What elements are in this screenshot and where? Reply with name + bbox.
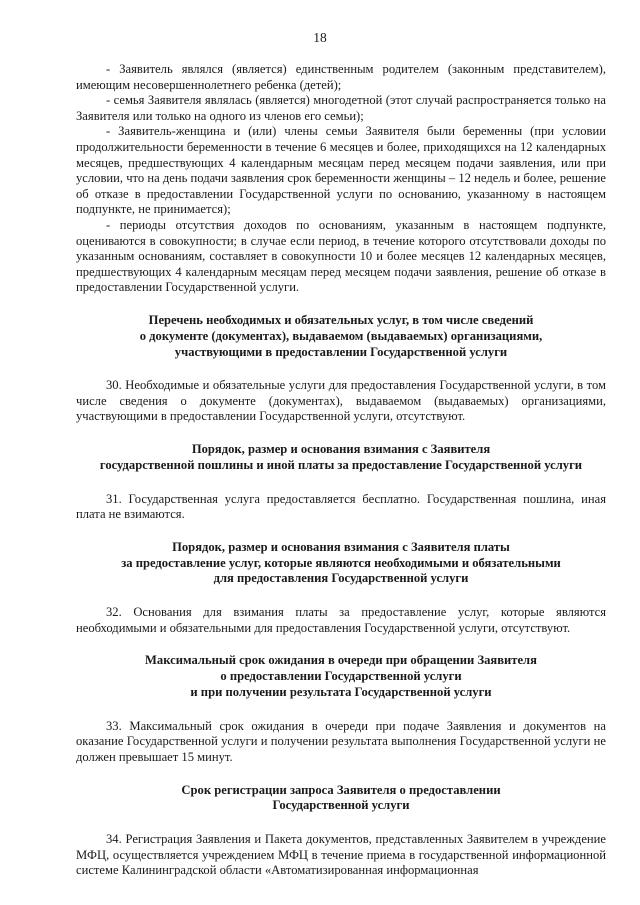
section-heading <box>76 653 606 700</box>
section-heading <box>76 313 606 360</box>
heading-line: за предоставление услуг, которые являются необходимыми и обязательными <box>121 555 561 570</box>
heading-line: о документе (документах), выдаваемом (выдаваемых) организациями, <box>139 328 543 343</box>
list-item: - Заявитель-женщина и (или) члены семьи Заявителя были беременны (при условии продолжительности беременности в течение 6 месяцев и более, приходящихся на 12 календарных месяцев, предшествующих 4 календарным месяцам перед месяцем подачи заявления, или при условии, что на день подачи заявления срок беременности женщины – 12 недель и более, решение об отказе в предоставлении Государственной услуги по основанию, указанному в настоящем подпункте, не принимается); <box>76 124 606 217</box>
section-paragraph: 31. Государственная услуга предоставляется бесплатно. Государственная пошлина, иная плата не взимаются. <box>76 491 606 522</box>
page-number: 18 <box>313 30 327 45</box>
heading-line: о предоставлении Государственной услуги <box>220 669 462 684</box>
section-paragraph: 30. Необходимые и обязательные услуги для предоставления Государственной услуги, в том числе сведения о документе (документах), выдаваемом (выдаваемых) организациями, участвующими в предоставлении Государственной услуги, отсутствуют. <box>76 378 606 424</box>
heading-line: Перечень необходимых и обязательных услуг, в том числе сведений <box>148 312 534 327</box>
heading-line: для предоставления Государственной услуги <box>213 571 469 586</box>
list-item: - Заявитель являлся (является) единственным родителем (законным представителем), имеющим несовершеннолетнего ребенка (детей); <box>76 62 606 92</box>
section-paragraph: 33. Максимальный срок ожидания в очереди при подаче Заявления и документов на оказание Государственной услуги и получении результата выполнения Государственной услуги не должен превышает 15 минут. <box>76 718 606 765</box>
section-paragraph: 32. Основания для взимания платы за предоставление услуг, которые являются необходимыми и обязательными для предоставления Государственной услуги, отсутствуют. <box>76 605 606 635</box>
heading-line: и при получении результата Государственной услуги <box>190 685 492 700</box>
section-heading <box>76 442 606 474</box>
list-item: - семья Заявителя являлась (является) многодетной (этот случай распространяется только на Заявителя или только на одного из членов его семьи); <box>76 93 606 123</box>
heading-line: Срок регистрации запроса Заявителя о предоставлении <box>181 782 501 797</box>
heading-line: Максимальный срок ожидания в очереди при обращении Заявителя <box>145 653 537 668</box>
heading-line: участвующими в предоставлении Государственной услуги <box>174 344 508 359</box>
heading-line: Порядок, размер и основания взимания с Заявителя <box>191 442 491 457</box>
document-body <box>76 62 606 879</box>
section-paragraph: 34. Регистрация Заявления и Пакета документов, представленных Заявителем в учреждение МФЦ, осуществляется учреждением МФЦ в течение приема в государственной информационной системе Калининградской области «Автоматизированная информационная <box>76 832 606 878</box>
heading-line: Порядок, размер и основания взимания с Заявителя платы <box>172 539 510 554</box>
list-item: - периоды отсутствия доходов по основаниям, указанным в настоящем подпункте, оцениваются в совокупности; в случае если период, в течение которого отсутствовали доходы по указанным основаниям, составляет в совокупности 10 и более месяцев 12 календарных месяцев, предшествующих 4 календарным месяцам перед месяцем подачи заявления, решение об отказе в предоставлении Государственной услуги. <box>76 217 606 295</box>
heading-line: государственной пошлины и иной платы за предоставление Государственной услуги <box>99 457 583 472</box>
section-heading <box>76 783 606 815</box>
heading-line: Государственной услуги <box>272 798 410 813</box>
section-heading <box>76 540 606 587</box>
